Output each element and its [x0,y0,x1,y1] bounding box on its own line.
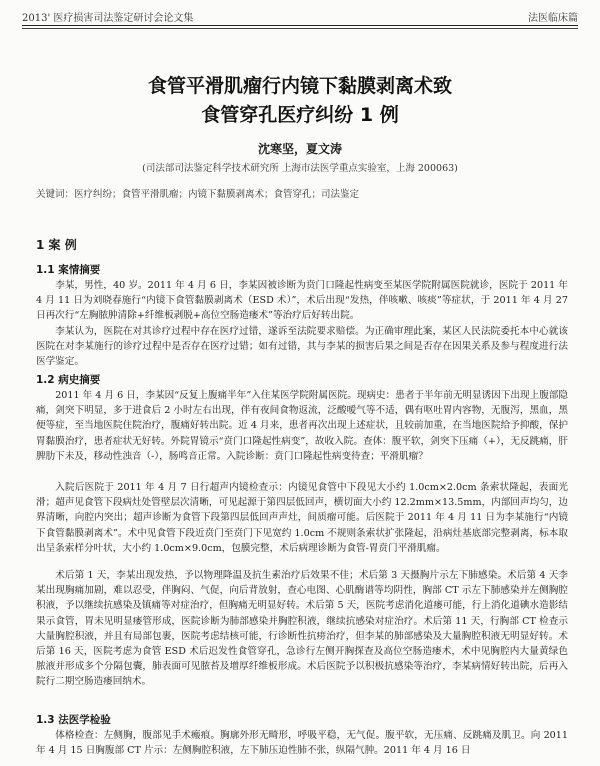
authors: 沈寒坚，夏文涛 [257,142,342,156]
paper-title [0,72,600,130]
header-left: 2013' 医疗损害司法鉴定研讨会论文集 [22,12,194,24]
title-line-2: 食管穿孔医疗纠纷 1 例 [201,104,399,126]
subsection-heading-case-summary: 1.1 案情摘要 [36,264,101,276]
keywords: 关键词：医疗纠纷；食管平滑肌瘤；内镜下黏膜剥离术；食管穿孔；司法鉴定 [36,189,360,200]
header-right: 法医临床篇 [528,12,578,24]
paragraph-history-3: 术后第 1 天，李某出现发热，予以物理降温及抗生素治疗后效果不佳；术后第 3 天摄胸片示左下肺感染。术后第 4 天李某出现胸痛加剧，难以忍受，伴胸闷、气促，向后背放射，查心电图、心肌酶谱等均阴性，胸部 CT 示左下肺感染并左侧胸腔积液，予以继续抗感染及镇痛等对症治疗，但胸痛无明显好转。术后第 5 天，医院考虑消化道瘘可能，行上消化道碘水造影结果示食管，胃未见明显瘘管形成，医院诊断为肺部感染并胸腔积液，继续抗感染对症治疗。术后第 11 天，行胸部 CT 检查示大量胸腔积液，并且有局部包裹，医院考虑结核可能，行诊断性抗痨治疗，但李某的肺部感染及大量胸腔积液无明显好转。术后第 16 天，医院考虑为食管 ESD 术后迟发性食管穿孔，急诊行左侧开胸探查及高位空肠造瘘术，术中见胸腔内大量黄绿色脓液并形成多个分隔包囊，肺表面可见脓苔及增厚纤维板形成。术后医院予以积极抗感染等治疗，李某病情好转出院，后再入院行二期空肠造瘘回纳术。 [36,570,568,688]
paragraph-forensic-exam: 体格检查：左侧胸，腹部见手术瘢痕。胸廓外形无畸形，呼吸平稳，无气促。腹平软，无压痛、反跳痛及肌卫。向 2011 年 4 月 15 日胸腹部 CT 片示：左侧胸腔积液，左下肺压迫性肺不张，纵隔气肿。2011 年 4 月 16 日 [36,730,568,757]
paragraph-history-2: 入院后医院于 2011 年 4 月 7 日行超声内镜检查示：内镜见食管中下段见大小约 1.0cm×2.0cm 条索状隆起，表面光滑；超声见食管下段病灶处管壁层次清晰，可见起源于第四层低回声，横切面大小约 12.2mm×13.5mm，内部回声均匀，边界清晰，向腔内突出；超声诊断为食管下段第四层低回声声灶，间质瘤可能。后医院于 2011 年 4 月 11 日为李某施行“内镜下食管黏膜剥离术”。术中见食管下段近贲门至贲门下见宽约 1.0cm 不规则条索状扩张隆起，沿病灶基底部完整剥离，标本取出呈条索样分叶状，大小约 1.0cm×9.0cm，包膜完整，术后病理诊断为食管-胃贲门平滑肌瘤。 [36,482,568,554]
header-rule-thin [22,28,578,29]
subsection-heading-forensic-exam: 1.3 法医学检验 [36,714,111,726]
running-header [22,8,578,24]
paragraph-history-1: 2011 年 4 月 6 日，李某因“反复上腹痛半年”入住某医学院附属医院。现病史：患者于半年前无明显诱因下出现上腹部隐痛，剑突下明显，多于进食后 2 小时左右出现，伴有夜间食物返流，泛酸嗳气等不适，偶有呕吐胃内容物，无腹泻，黑血，黑便等症，至当地医院住院治疗，腹痛好转出院。近 4 月来，患者再次出现上述症状，且较前加重，在当地医院给予抑酸，保护胃黏膜治疗，患者症状无好转。外院胃镜示“贲门口隆起性病变”，故收入院。查体：腹平软，剑突下压痛（+），无反跳痛，肝脾肋下未及，移动性浊音（-），肠鸣音正常。入院诊断：贲门口隆起性病变待查；平滑肌瘤？ [36,390,568,462]
title-line-1: 食管平滑肌瘤行内镜下黏膜剥离术致 [147,75,452,97]
header-rule [22,25,578,26]
paragraph-case-summary-2: 李某认为，医院在对其诊疗过程中存在医疗过错，遂诉至法院要求赔偿。为正确审理此案，某区人民法院委托本中心就该医院在对李某施行的诊疗过程中是否存在医疗过错；如有过错，其与李某的损害后果之间是否存在因果关系及参与程度进行法医学鉴定。 [36,326,568,368]
section-heading-case: 1 案 例 [36,238,77,252]
subsection-heading-history: 1.2 病史摘要 [36,374,101,386]
affiliation: (司法部司法鉴定科学技术研究所 上海市法医学重点实验室，上海 200063) [142,163,458,174]
paragraph-case-summary-1: 李某，男性，40 岁。2011 年 4 月 6 日，李某因被诊断为贲门口隆起性病变至某医学院附属医院就诊，医院于 2011 年 4 月 11 日为刘晓春施行“内镜下食管黏膜剥离术（ESD 术）”，术后出现“发热，伴咳嗽、咳痰”等症状，于 2011 年 4 月 27 日再次行“左胸脓肿清除+纤维板剥脱+高位空肠造瘘术”等治疗后好转出院。 [36,280,568,322]
